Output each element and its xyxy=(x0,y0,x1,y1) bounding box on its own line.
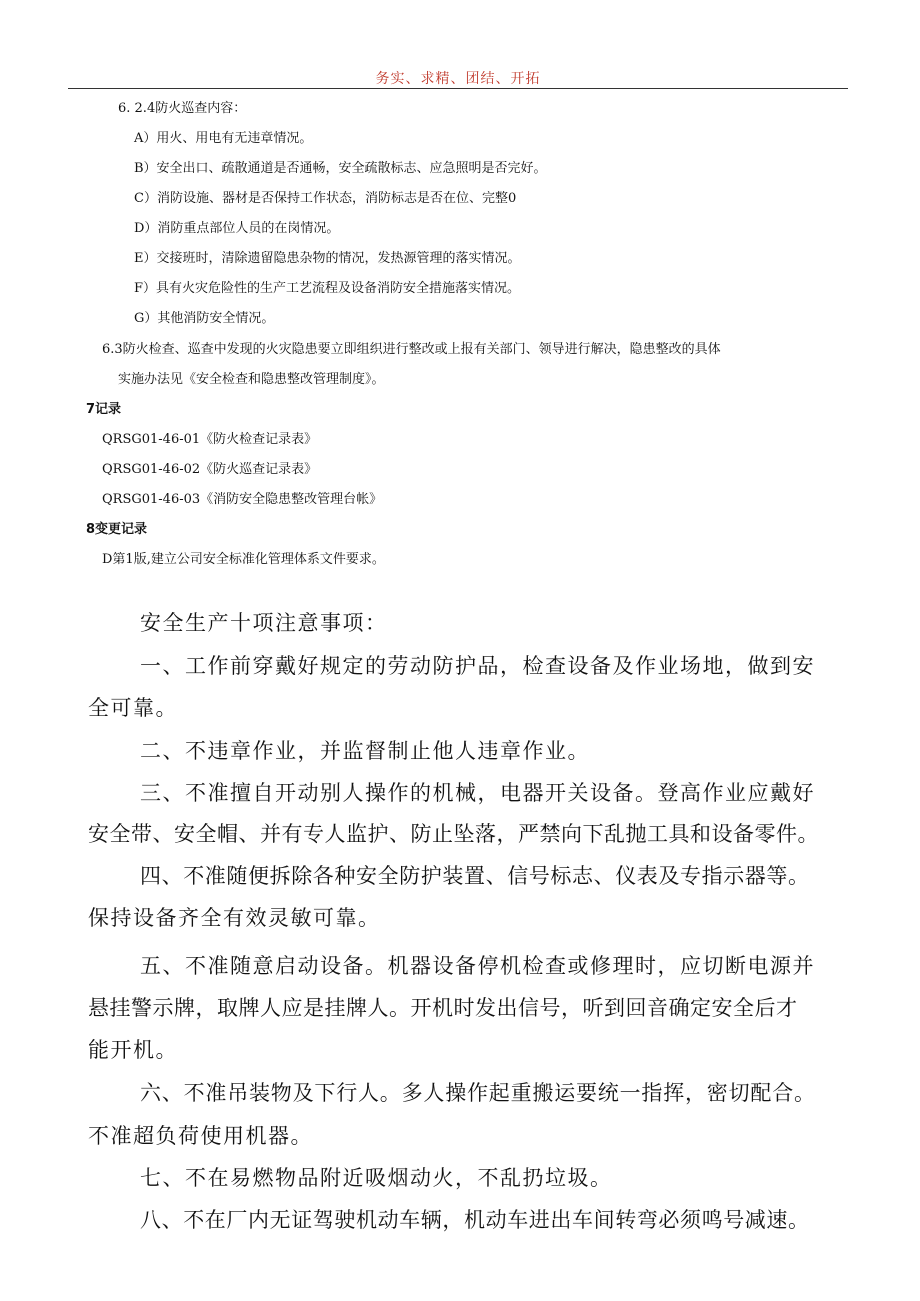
list-item: B）安全出口、疏散通道是否通畅，安全疏散标志、应急照明是否完好。 xyxy=(134,161,547,176)
record-item: QRSG01-46-01《防火检查记录表》 xyxy=(102,432,318,447)
header-motto: 务实、求精、团结、开拓 xyxy=(375,71,541,87)
page-header xyxy=(68,0,848,89)
list-item: A）用火、用电有无违章情况。 xyxy=(134,131,313,146)
safety-line: 六、不准吊装物及下行人。多人操作起重搬运要统一指挥，密切配合。 xyxy=(140,1081,816,1105)
section-6-2-4-heading: 6. 2.4防火巡查内容： xyxy=(118,101,247,116)
safety-line: 五、不准随意启动设备。机器设备停机检查或修理时，应切断电源并 xyxy=(140,954,815,978)
section-6-3-line2: 实施办法见《安全检查和隐患整改管理制度》。 xyxy=(118,372,385,387)
safety-line: 二、不违章作业，并监督制止他人违章作业。 xyxy=(140,739,590,763)
section-6-3-line1: 6.3防火检查、巡查中发现的火灾隐患要立即组织进行整改或上报有关部门、领导进行解决，隐患整改的具体 xyxy=(102,342,721,357)
safety-line: 三、不准擅自开动别人操作的机械，电器开关设备。登高作业应戴好 xyxy=(140,781,815,805)
record-item: QRSG01-46-02《防火巡查记录表》 xyxy=(102,462,318,477)
safety-line: 不准超负荷使用机器。 xyxy=(88,1124,313,1148)
change-record-text: D第1版,建立公司安全标准化管理体系文件要求。 xyxy=(102,552,385,567)
safety-line: 七、不在易燃物品附近吸烟动火，不乱扔垃圾。 xyxy=(140,1166,613,1190)
section-8-title: 8变更记录 xyxy=(86,522,148,537)
list-item: F）具有火灾危险性的生产工艺流程及设备消防安全措施落实情况。 xyxy=(134,281,521,296)
safety-line: 悬挂警示牌，取牌人应是挂牌人。开机时发出信号，听到回音确定安全后才 xyxy=(88,996,798,1020)
list-item: D）消防重点部位人员的在岗情况。 xyxy=(134,221,340,236)
safety-line: 能开机。 xyxy=(88,1038,178,1062)
list-item: C）消防设施、器材是否保持工作状态，消防标志是否在位、完整0 xyxy=(134,191,517,206)
safety-line: 安全带、安全帽、并有专人监护、防止坠落，严禁向下乱抛工具和设备零件。 xyxy=(88,822,819,846)
record-item: QRSG01-46-03《消防安全隐患整改管理台帐》 xyxy=(102,492,383,507)
list-item: E）交接班时，清除遗留隐患杂物的情况，发热源管理的落实情况。 xyxy=(134,251,521,266)
section-7-title: 7记录 xyxy=(86,402,122,417)
safety-line: 一、工作前穿戴好规定的劳动防护品，检查设备及作业场地，做到安 xyxy=(140,654,815,678)
safety-title: 安全生产十项注意事项： xyxy=(140,611,388,635)
safety-line: 全可靠。 xyxy=(88,696,178,720)
safety-line: 保持设备齐全有效灵敏可靠。 xyxy=(88,906,381,930)
list-item: G）其他消防安全情况。 xyxy=(134,311,275,326)
safety-line: 八、不在厂内无证驾驶机动车辆，机动车进出车间转弯必须鸣号减速。 xyxy=(140,1208,810,1232)
safety-line: 四、不准随便拆除各种安全防护装置、信号标志、仪表及专指示器等。 xyxy=(140,864,810,888)
